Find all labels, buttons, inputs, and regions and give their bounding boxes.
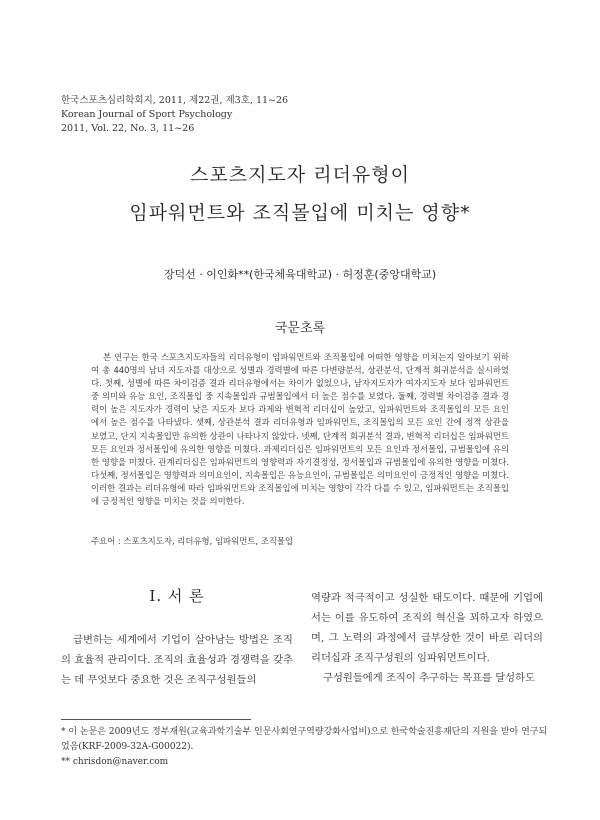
abstract-body: 본 연구는 한국 스포츠지도자들의 리더유형이 임파워먼트와 조직몰입에 어떠한 영향을 미치는지 알아보기 위하여 총 440명의 남녀 지도자를 대상으로 성별과 경력별에 따른 다변량분석, 상관분석, 단계적 회귀분석을 실시하였다. 첫째, 성별에 따른 차이검증 결과 리더유형에서는 차이가 없었으나, 남자지도자가 여자지도자 보다 임파워먼트 중 의미와 유능 요인, 조직몰입 중 지속몰입과 규범몰입에서 더 높은 점수를 보였다. 둘째, 경력별 차이검증 결과 경력이 높은 지도자가 경력이 낮은 지도자 보다 과제와 변혁적 리더십이 높았고, 임파워먼트와 조직몰입의 모든 요인에서 높은 점수를 나타냈다. 셋째, 상관분석 결과 리더유형과 임파워먼트, 조직몰입의 모든 요인 간에 정적 상관을 보였고, 단지 지속몰입만 유의한 상관이 나타나지 않았다. 넷째, 단계적 회귀분석 결과, 변혁적 리더십은 임파워먼트 모든 요인과 정서몰입에 유의한 영향을 미쳤다. 과제리더십은 임파워먼트의 모든 요인과 정서몰입, 규범몰입에 유의한 영향을 미쳤다. 관계리더십은 임파워먼트의 영향력과 자기결정성, 정서몰입과 규범몰입에 유의한 영향을 미쳤다. 다섯째, 정서몰입은 영향력과 의미요인이, 지속몰입은 유능요인이, 규범몰입은 의미요인이 긍정적인 영향을 미쳤다. 이러한 결과는 리더유형에 따라 임파워먼트와 조직몰입에 미치는 영향이 각각 다를 수 있고, 임파워먼트는 조직몰입에 긍정적인 영향을 미치는 것을 의미한다. <box>91 352 509 507</box>
abstract-heading: 국문초록 <box>274 321 326 336</box>
footnote-funding: * 이 논문은 2009년도 정부재원(교육과학기술부 인문사회연구역량강화사업비)으로 한국학술진흥재단의 지원을 받아 연구되었음(KRF-2009-32A-G00022). <box>61 727 548 752</box>
footnote-email: ** chrisdon@naver.com <box>61 757 169 767</box>
section-heading-introduction: Ⅰ. 서 론 <box>149 587 205 605</box>
paper-title-line-2: 임파워먼트와 조직몰입에 미치는 영향* <box>129 202 471 224</box>
paper-title-line-1: 스포츠지도자 리더유형이 <box>190 164 410 186</box>
keywords: 주요어 : 스포츠지도자, 리더유형, 임파워먼트, 조직몰입 <box>91 536 294 546</box>
intro-column-right <box>311 588 543 688</box>
journal-line-korean: 한국스포츠심리학회지, 2011, 제22권, 제3호, 11~26 <box>61 95 289 106</box>
author-list: 장덕선 · 이인화**(한국체육대학교) · 허정훈(중앙대학교) <box>163 268 437 281</box>
intro-paragraph-left: 급변하는 세계에서 기업이 살아남는 방법은 조직의 효율적 관리이다. 조직의 효율성과 경쟁력을 갖추는 데 무엇보다 중요한 것은 조직구성원들의 <box>61 634 293 686</box>
journal-line-english: Korean Journal of Sport Psychology <box>61 109 233 120</box>
intro-paragraph-right-1: 역량과 적극적이고 성실한 태도이다. 때문에 기업에서는 이를 유도하여 조직의 혁신을 꾀하고자 하였으며, 그 노력의 과정에서 급부상한 것이 바로 리더의 리더십과 조직구성원의 임파워먼트이다. <box>311 592 543 664</box>
intro-paragraph-right-2: 구성원들에게 조직이 추구하는 목표를 달성하도 <box>323 672 536 684</box>
journal-line-volume: 2011, Vol. 22, No. 3, 11~26 <box>61 123 195 134</box>
footnote-divider <box>61 719 251 720</box>
journal-citation <box>61 94 361 136</box>
